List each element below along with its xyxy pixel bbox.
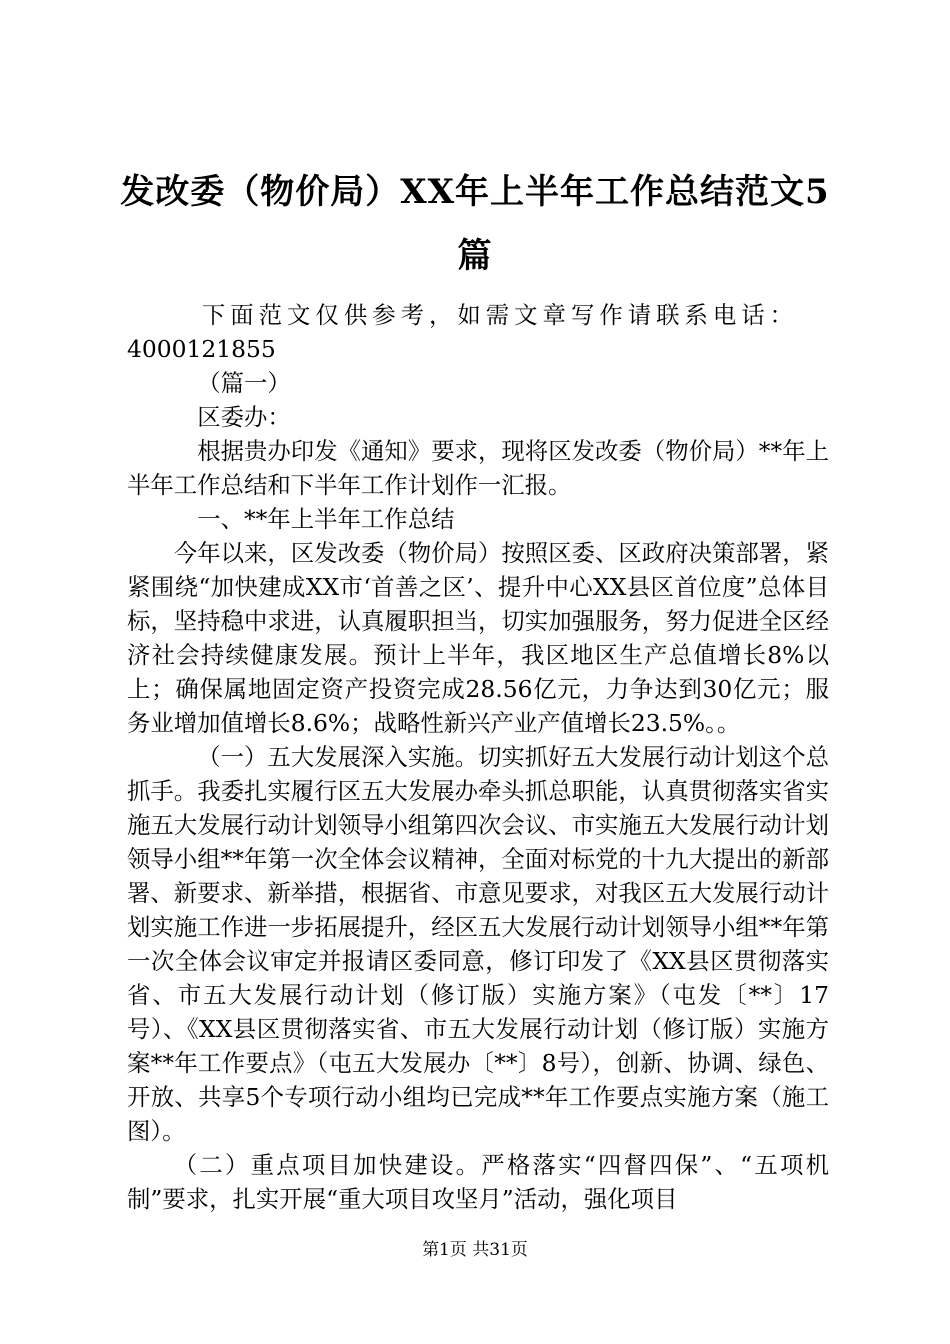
document-title: 发改委（物价局）XX年上半年工作总结范文5篇 xyxy=(120,172,830,276)
contact-phone: 4000121855 xyxy=(127,335,276,363)
summary-paragraph: 今年以来，区发改委（物价局）按照区委、区政府决策部署，紧紧围绕“加快建成XX市‘首善之区’、提升中心XX县区首位度”总体目标，坚持稳中求进，认真履职担当，切实加强服务，努力促进全区经济社会持续健康发展。预计上半年，我区地区生产总值增长8%以上；确保属地固定资产投资完成28.56亿元，力争达到30亿元；服务业增加值增长8.6%；战略性新兴产业产值增长23.5%。。 xyxy=(127,539,829,737)
intro-paragraph: 根据贵办印发《通知》要求，现将区发改委（物价局）**年上半年工作总结和下半年工作计划作一汇报。 xyxy=(127,437,829,499)
section-label: （篇一） xyxy=(197,369,291,397)
page-footer: 第1页 共31页 xyxy=(422,1240,528,1260)
paragraph-key-projects: （二）重点项目加快建设。严格落实“四督四保”、“五项机制”要求，扎实开展“重大项目攻坚月”活动，强化项目 xyxy=(127,1151,829,1213)
notice-line: 下面范文仅供参考，如需文章写作请联系电话： xyxy=(201,301,799,329)
recipient-line: 区委办： xyxy=(197,403,291,431)
paragraph-five-developments: （一）五大发展深入实施。切实抓好五大发展行动计划这个总抓手。我委扎实履行区五大发展办牵头抓总职能，认真贯彻落实省实施五大发展行动计划领导小组第四次会议、市实施五大发展行动计划领导小组**年第一次全体会议精神，全面对标党的十九大提出的新部署、新要求、新举措，根据省、市意见要求，对我区五大发展行动计划实施工作进一步拓展提升，经区五大发展行动计划领导小组**年第一次全体会议审定并报请区委同意，修订印发了《XX县区贯彻落实省、市五大发展行动计划（修订版）实施方案》（屯发〔**〕17号）、《XX县区贯彻落实省、市五大发展行动计划（修订版）实施方案**年工作要点》（屯五大发展办〔**〕8号），创新、协调、绿色、开放、共享5个专项行动小组均已完成**年工作要点实施方案（施工图）。 xyxy=(127,743,829,1145)
section-heading: 一、**年上半年工作总结 xyxy=(197,505,455,533)
document-body xyxy=(127,298,829,1216)
